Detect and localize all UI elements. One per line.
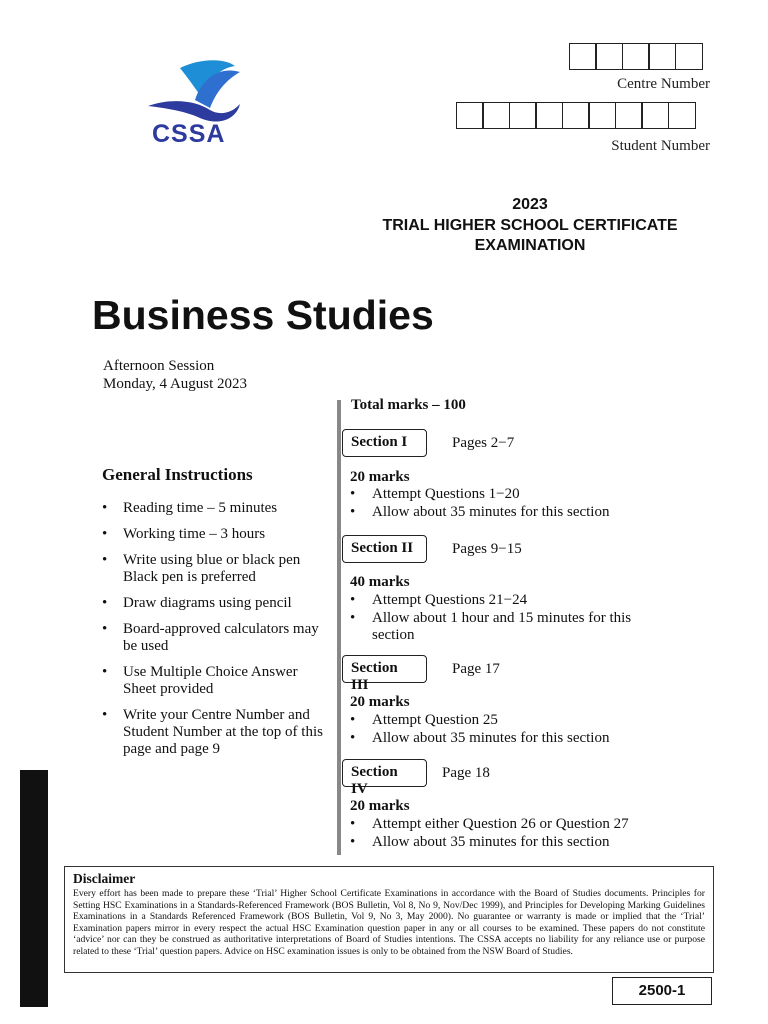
instruction-item: • Draw diagrams using pencil	[102, 595, 292, 611]
instruction-item: • Write your Centre Number and Student Number at the top of this page and page 9	[102, 707, 323, 757]
student-number-box[interactable]	[456, 102, 484, 129]
section-item: • Attempt either Question 26 or Question 27	[350, 816, 629, 832]
student-number-box[interactable]	[509, 102, 537, 129]
student-number-box[interactable]	[615, 102, 643, 129]
section-4-list	[350, 816, 650, 851]
section-1-list	[350, 486, 640, 521]
section-item: • Allow about 35 minutes for this section	[350, 729, 610, 746]
instruction-item: • Board-approved calculators may be used	[102, 621, 319, 654]
section-2-marks: 40 marks	[350, 574, 410, 590]
instruction-item: • Write using blue or black pen Black pen is preferred	[102, 552, 301, 585]
section-3-list	[350, 712, 640, 747]
total-marks: Total marks – 100	[351, 397, 466, 413]
student-number-box[interactable]	[668, 102, 696, 129]
centre-number-boxes[interactable]	[570, 43, 703, 70]
side-bar-marker	[20, 770, 48, 1007]
exam-title-line2: EXAMINATION	[474, 237, 586, 254]
instruction-item: • Use Multiple Choice Answer Sheet provided	[102, 664, 298, 697]
subject-title: Business Studies	[92, 292, 434, 338]
section-item: • Allow about 35 minutes for this section	[350, 503, 610, 520]
section-3-marks: 20 marks	[350, 694, 410, 710]
section-item: • Attempt Questions 21−24	[350, 592, 528, 608]
student-number-box[interactable]	[588, 102, 616, 129]
general-instructions-list	[100, 500, 340, 767]
exam-title-line1: TRIAL HIGHER SCHOOL CERTIFICATE	[382, 217, 678, 234]
instruction-item: • Working time – 3 hours	[102, 526, 266, 542]
student-number-box[interactable]	[482, 102, 510, 129]
disclaimer-title: Disclaimer	[73, 871, 136, 886]
section-2-pages: Pages 9−15	[452, 541, 522, 557]
section-3-label: Section III	[342, 655, 427, 683]
centre-number-box[interactable]	[675, 43, 703, 70]
session-info	[103, 357, 247, 393]
paper-code: 2500-1	[612, 977, 712, 1005]
section-1-label: Section I	[342, 429, 427, 457]
section-item: • Allow about 35 minutes for this section	[350, 833, 610, 850]
general-instructions-title: General Instructions	[102, 465, 253, 484]
exam-year: 2023	[512, 196, 548, 213]
disclaimer-box	[64, 866, 714, 973]
centre-number-box[interactable]	[648, 43, 676, 70]
section-2-list	[350, 592, 645, 645]
centre-number-box[interactable]	[569, 43, 597, 70]
student-number-box[interactable]	[641, 102, 669, 129]
centre-number-box[interactable]	[595, 43, 623, 70]
section-4-pages: Page 18	[442, 765, 490, 781]
centre-number-label: Centre Number	[617, 76, 710, 92]
section-item: • Attempt Questions 1−20	[350, 486, 520, 502]
centre-number-box[interactable]	[622, 43, 650, 70]
student-number-label: Student Number	[611, 138, 710, 154]
column-divider	[337, 400, 341, 855]
section-4-marks: 20 marks	[350, 798, 410, 814]
section-4-label: Section IV	[342, 759, 427, 787]
instruction-item: • Reading time – 5 minutes	[102, 500, 278, 516]
section-item: • Allow about 1 hour and 15 minutes for this section	[350, 609, 632, 643]
section-item: • Attempt Question 25	[350, 712, 498, 728]
section-3-pages: Page 17	[452, 661, 500, 677]
disclaimer-body: Every effort has been made to prepare these ‘Trial’ Higher School Certificate Examinations in accordance with the Board of Studies documents. Principles for Setting HSC Examinations in a Standards-Referenced Framework (BOS Bulletin, Vol 8, No 9, Nov/Dec 1999), and Principles for Developing Marking Guidelines Examinations in a Standards Referenced Framework (BOS Bulletin, Vol 9, No 3, May 2000). No guarantee or warranty is made or implied that the ‘Trial’ Examination papers mirror in every respect the actual HSC Examination question paper in any or all courses to be examined. These papers do not constitute ‘advice’ nor can they be construed as authoritative interpretations of Board of Studies intentions. The CSSA accepts no liability for any reliance use or purpose related to these ‘Trial’ question papers. Advice on HSC examination issues is only to be obtained from the NSW Board of Studies.	[73, 888, 705, 957]
logo-text: CSSA	[152, 120, 226, 148]
student-number-box[interactable]	[562, 102, 590, 129]
session-time: Afternoon Session	[103, 358, 215, 374]
section-1-marks: 20 marks	[350, 469, 410, 485]
section-2-label: Section II	[342, 535, 427, 563]
student-number-box[interactable]	[535, 102, 563, 129]
student-number-boxes[interactable]	[457, 102, 696, 129]
section-1-pages: Pages 2−7	[452, 435, 515, 451]
session-date: Monday, 4 August 2023	[103, 376, 248, 392]
